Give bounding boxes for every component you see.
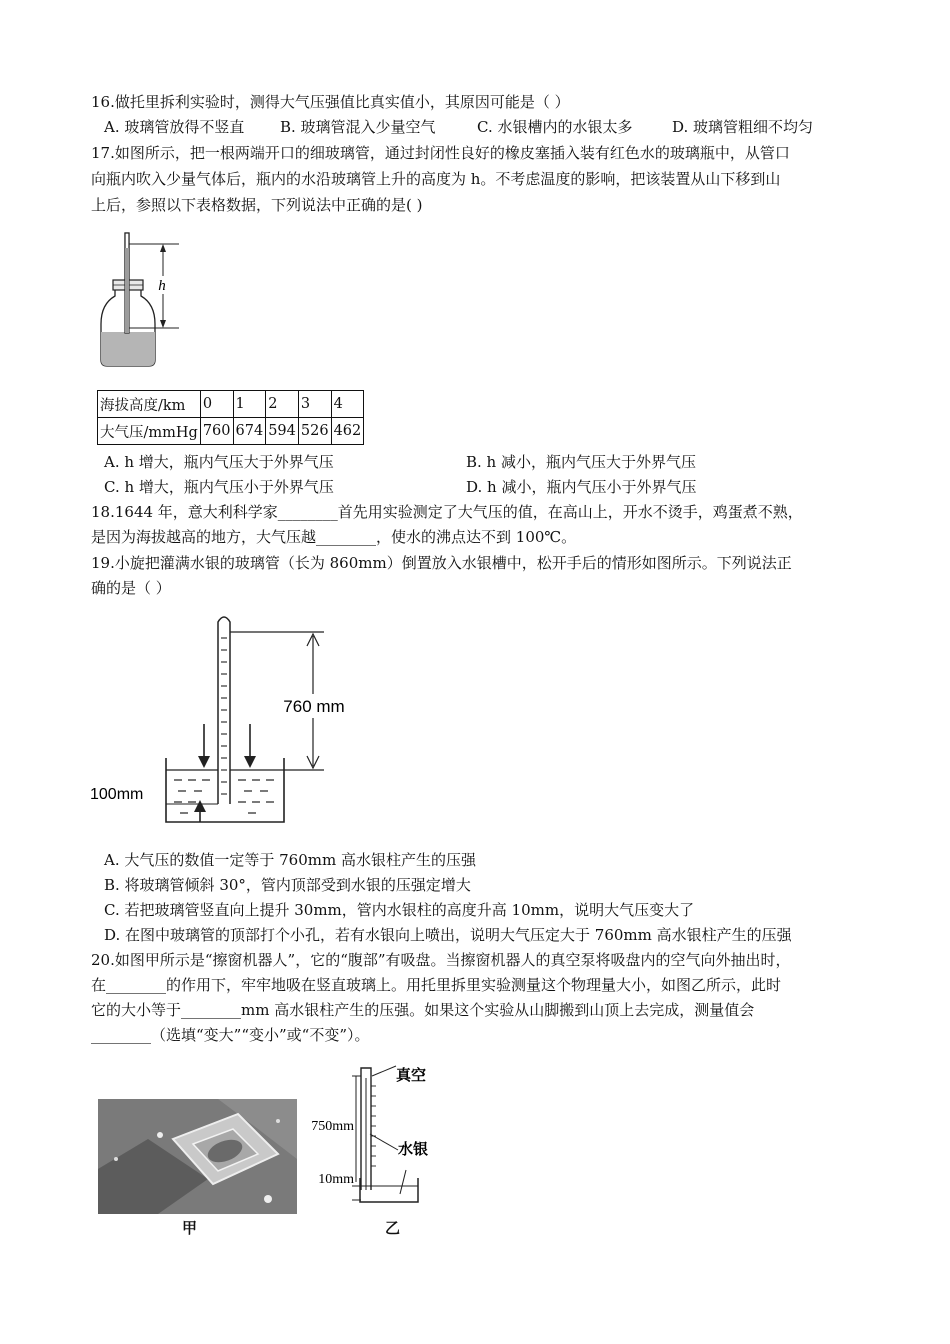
table-cell: 3 [298, 391, 331, 418]
q17-option-d[interactable]: D. h 减小，瓶内气压小于外界气压 [466, 478, 697, 496]
mercury-label: 水银 [398, 1140, 429, 1158]
q16-stem: 16.做托里拆利实验时，测得大气压强值比真实值小，其原因可能是（ ） [91, 93, 570, 111]
q17-stem-line-1: 17.如图所示，把一根两端开口的细玻璃管，通过封闭性良好的橡皮塞插入装有红色水的玻璃瓶中，从管口 [91, 144, 790, 162]
table-cell: 1 [233, 391, 266, 418]
q16-option-d[interactable]: D. 玻璃管粗细不均匀 [672, 118, 814, 136]
torricelli-figure-2 [300, 1062, 460, 1222]
altitude-pressure-table [97, 390, 364, 445]
table-cell: 0 [200, 391, 233, 418]
q16-option-c[interactable]: C. 水银槽内的水银太多 [477, 118, 633, 136]
caption-jia: 甲 [182, 1219, 198, 1237]
q16-option-b[interactable]: B. 玻璃管混入少量空气 [280, 118, 436, 136]
h-label: h [158, 278, 166, 294]
q20-line-2: 在________的作用下，牢牢地吸在竖直玻璃上。用托里拆里实验测量这个物理量大小，如图乙所示，此时 [91, 976, 782, 994]
depth-label: 100mm [90, 786, 144, 803]
table-cell: 462 [331, 418, 364, 445]
q19-option-a[interactable]: A. 大气压的数值一定等于 760mm 高水银柱产生的压强 [104, 851, 476, 869]
red-water [101, 332, 155, 366]
table-cell: 674 [233, 418, 266, 445]
depth-label: 10mm [318, 1172, 354, 1187]
table-row [98, 418, 364, 445]
q19-option-c[interactable]: C. 若把玻璃管竖直向上提升 30mm，管内水银柱的高度升高 10mm，说明大气压变大了 [104, 901, 695, 919]
q17-stem-line-2: 向瓶内吹入少量气体后，瓶内的水沿玻璃管上升的高度为 h。不考虑温度的影响，把该装置从山下移到山 [91, 170, 781, 188]
table-row [98, 391, 364, 418]
caption-yi: 乙 [385, 1219, 401, 1237]
table-cell: 4 [331, 391, 364, 418]
q17-option-b[interactable]: B. h 减小，瓶内气压大于外界气压 [466, 453, 696, 471]
q17-stem-line-3: 上后，参照以下表格数据，下列说法中正确的是( ) [91, 196, 423, 214]
q20-line-4: ________（选填“变大”“变小”或“不变”）。 [91, 1026, 370, 1044]
q17-option-a[interactable]: A. h 增大，瓶内气压大于外界气压 [104, 453, 334, 471]
q18-line-2: 是因为海拔越高的地方，大气压越________，使水的沸点达不到 100℃。 [91, 528, 577, 546]
table-cell: 大气压/mmHg [98, 418, 201, 445]
q20-line-1: 20.如图甲所示是“擦窗机器人”，它的“腹部”有吸盘。当擦窗机器人的真空泵将吸盘内的空气向外抽出时， [91, 951, 791, 969]
table-cell: 594 [266, 418, 299, 445]
q19-line-1: 19.小旋把灌满水银的玻璃管（长为 860mm）倒置放入水银槽中，松开手后的情形如图所示。下列说法正 [91, 554, 792, 572]
q20-line-3: 它的大小等于________mm 高水银柱产生的压强。如果这个实验从山脚搬到山顶上去完成，测量值会 [91, 1001, 755, 1019]
column-height-label: 750mm [311, 1119, 354, 1134]
q18-line-1: 18.1644 年，意大利科学家________首先用实验测定了大气压的值，在高山上，开水不烫手，鸡蛋煮不熟， [91, 503, 803, 521]
column-height-label: 760 mm [283, 697, 345, 716]
q19-option-d[interactable]: D. 在图中玻璃管的顶部打个小孔，若有水银向上喷出，说明大气压定大于 760mm 高水银柱产生的压强 [104, 926, 792, 944]
torricelli-figure [88, 608, 378, 830]
window-robot-photo [98, 1099, 297, 1214]
table-cell: 海拔高度/km [98, 391, 201, 418]
q19-line-2: 确的是（ ） [91, 579, 171, 597]
table-cell: 526 [298, 418, 331, 445]
vacuum-label: 真空 [396, 1066, 427, 1084]
bottle-figure [95, 228, 195, 378]
q16-option-a[interactable]: A. 玻璃管放得不竖直 [104, 118, 245, 136]
table-cell: 760 [200, 418, 233, 445]
table-cell: 2 [266, 391, 299, 418]
q17-option-c[interactable]: C. h 增大，瓶内气压小于外界气压 [104, 478, 334, 496]
q19-option-b[interactable]: B. 将玻璃管倾斜 30°，管内顶部受到水银的压强定增大 [104, 876, 471, 894]
